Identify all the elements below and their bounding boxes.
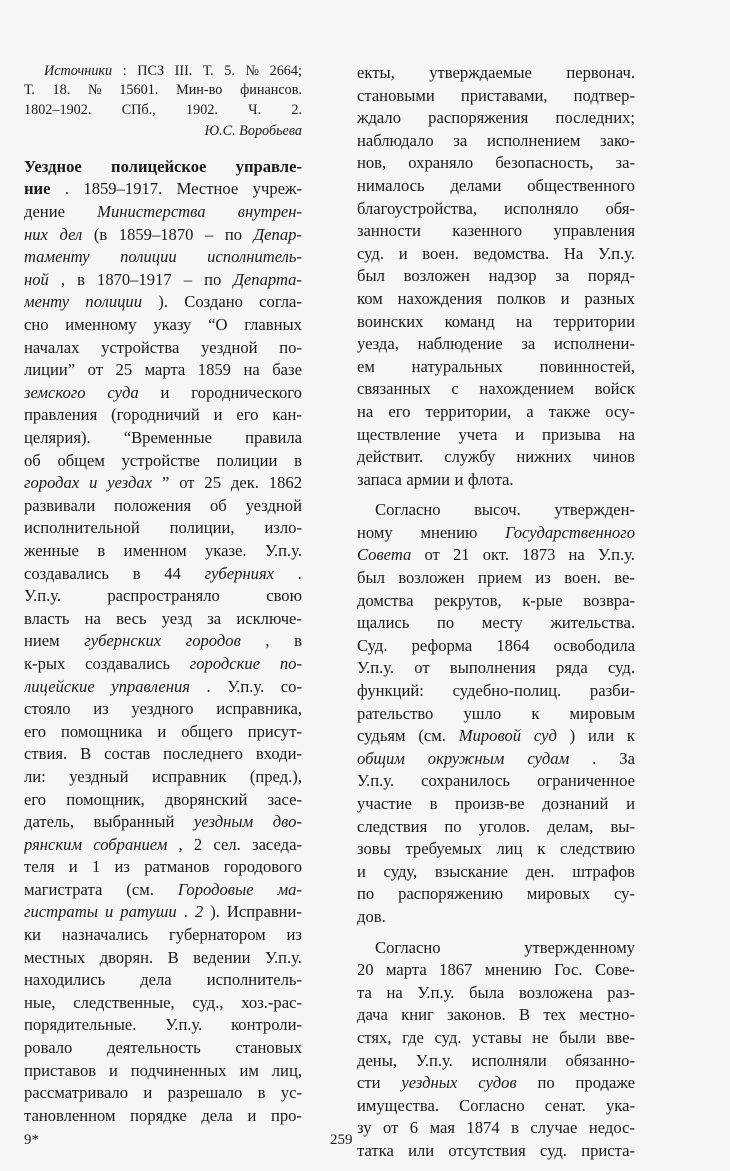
article-paragraph-2 (357, 499, 635, 928)
text-line: нов, охраняло безопасность, за- (357, 153, 635, 173)
text-line: нималось делами общественного (357, 175, 635, 195)
text-line: дение Министерства внутрен- (24, 202, 302, 222)
signature-mark: 9* (24, 1132, 39, 1148)
text-line: У.п.у. от выполнения ряда суд. (357, 658, 635, 678)
text-line: ждало распоряжения последних; (357, 108, 635, 128)
text-line: таменту полиции исполнитель- (24, 247, 302, 267)
text-line: рянским собранием , 2 сел. заседа- (24, 834, 302, 854)
text-line: правления (городничий и его кан- (24, 405, 302, 425)
text-line: власть на весь уезд за исключе- (24, 608, 302, 628)
sources-line: Источники : ПСЗ III. Т. 5. № 2664; (44, 63, 302, 79)
text-line: общим окружным судам . За (357, 748, 635, 768)
text-line: ние . 1859–1917. Местное учреж- (24, 179, 302, 199)
text-line: ли: уездный исправник (пред.), (24, 766, 302, 786)
text-line: стояло из уездного исправника, (24, 699, 302, 719)
text-line: 20 марта 1867 мнению Гос. Сове- (357, 960, 635, 980)
text-line: его помощника и общего присут- (24, 721, 302, 741)
text-line: щались по месту жительства. (357, 613, 635, 633)
text-line: зовы требуемых лиц к следствию (357, 839, 635, 859)
text-line: суд. и воен. ведомства. На У.п.у. (357, 243, 635, 263)
text-line: приставов и подчиненных им лиц, (24, 1060, 302, 1080)
text-line: к-рых создавались городские по- (24, 653, 302, 673)
text-line: У.п.у. распространяло свою (24, 586, 302, 606)
text-line: об общем устройстве полиции в (24, 450, 302, 470)
text-line: У.п.у. сохранилось ограниченное (357, 771, 635, 791)
text-line: благоустройства, исполняло обя- (357, 198, 635, 218)
text-line: Совета от 21 окт. 1873 на У.п.у. (357, 545, 635, 565)
text-line: создавались в 44 губерниях . (24, 563, 302, 583)
article-text-left (24, 156, 302, 1128)
text-line: Согласно высоч. утвержден- (375, 500, 635, 520)
text-line: участие в произв-ве дознаний и (357, 794, 635, 813)
text-line: функций: судебно-полиц. разби- (357, 681, 635, 701)
text-line: имущества. Согласно сенат. ука- (357, 1095, 635, 1115)
text-line: по распоряжению мировых су- (357, 884, 635, 904)
text-line: теля и 1 из ратманов городового (24, 857, 302, 877)
text-line: наблюдало за исполнением зако- (357, 130, 635, 150)
text-line: гистраты и ратуши . 2 ). Исправни- (24, 902, 302, 922)
author-signature: Ю.С. Воробьева (204, 122, 302, 139)
text-line: и суду, взыскание ден. штрафов (357, 861, 635, 881)
text-line: занности казенного управления (357, 221, 635, 241)
text-line: становыми приставами, подтвер- (357, 85, 635, 105)
text-line: судьям (см. Мировой суд ) или к (357, 726, 635, 746)
text-line: на его территории, а также осу- (357, 401, 635, 421)
text-line: связанных с нахождением войск (357, 379, 635, 399)
text-line: запаса армии и флота. (357, 469, 514, 489)
page-number: 259 (330, 1132, 353, 1148)
sources-line: Т. 18. № 15601. Мин-во финансов. (24, 82, 302, 99)
text-line: лиции” от 25 марта 1859 на базе (24, 360, 302, 380)
text-line: городах и уездах ” от 25 дек. 1862 (24, 473, 302, 493)
text-line: исполнительной полиции, изло- (24, 518, 302, 538)
text-line: датель, выбранный уездным дво- (24, 812, 302, 832)
text-line: ем натуральных повинностей, (357, 356, 635, 376)
left-column (24, 62, 302, 1127)
text-line: ровало деятельность становых (24, 1038, 302, 1058)
text-line: татка или отсутствия суд. приста- (357, 1140, 635, 1160)
text-line: женные в именном указе. У.п.у. (24, 540, 302, 560)
text-line: Уездное полицейское управле- (24, 156, 302, 176)
article-paragraph-1-continued (357, 62, 635, 491)
text-line: дача книг законов. В тех местно- (357, 1005, 635, 1025)
text-line: целярия). “Временные правила (24, 428, 302, 448)
article-paragraph-3 (357, 937, 635, 1163)
text-line: дены, У.п.у. исполняли обязанно- (357, 1050, 635, 1070)
text-line: ному мнению Государственного (357, 522, 635, 542)
text-line: стях, где суд. уставы не были вве- (357, 1027, 635, 1047)
text-line: земского суда и городнического (24, 382, 302, 402)
text-line: был возложен надзор за поряд- (357, 266, 635, 286)
text-line: ные, следственные, суд., хоз.-рас- (24, 992, 302, 1012)
text-line: был возложен прием из воен. ве- (357, 568, 635, 588)
text-line: сно именному указу “О главных (24, 315, 302, 335)
text-line: тановленном порядке дела и про- (24, 1105, 302, 1125)
text-line: домства рекрутов, к-рые возвра- (357, 590, 635, 610)
text-line: уезда, наблюдение за исполнени- (357, 334, 635, 354)
sources-note (24, 62, 302, 120)
text-line: началах устройства уездной по- (24, 337, 302, 357)
text-line: Согласно утвержденному (375, 937, 635, 957)
text-line: зу от 6 мая 1874 в случае недос- (357, 1118, 635, 1138)
text-line: нием губернских городов , в (24, 631, 302, 651)
text-line: ной , в 1870–1917 – по Департа- (24, 269, 302, 289)
text-line: ком нахождения полков и разных (357, 288, 635, 308)
text-line: следствия по уголов. делам, вы- (357, 816, 635, 836)
text-line: находились дела исполнитель- (24, 970, 302, 990)
text-line: та на У.п.у. была возложена раз- (357, 982, 635, 1002)
text-line: развивали положения об уездной (24, 495, 302, 515)
text-line: ществление учета и призыва на (357, 424, 635, 444)
text-line: них дел (в 1859–1870 – по Депар- (24, 224, 302, 244)
text-line: порядительные. У.п.у. контроли- (24, 1015, 302, 1035)
text-line: екты, утверждаемые первонач. (357, 63, 635, 82)
text-line: ки назначались губернатором из (24, 925, 302, 945)
sources-line: 1802–1902. СПб., 1902. Ч. 2. (24, 101, 302, 118)
text-line: воинских команд на территории (357, 311, 635, 331)
text-line: сти уездных судов по продаже (357, 1073, 635, 1093)
text-line: рательство ушло к мировым (357, 703, 635, 723)
text-line: лицейские управления . У.п.у. со- (24, 676, 302, 696)
text-line: действит. службу нижних чинов (357, 447, 635, 467)
text-line: менту полиции ). Создано согла- (24, 292, 302, 312)
text-line: дов. (357, 906, 386, 926)
right-column (357, 62, 635, 1163)
text-line: местных дворян. В ведении У.п.у. (24, 947, 302, 967)
text-line: рассматривало и разрешало в ус- (24, 1083, 302, 1103)
text-line: его помощник, дворянский засе- (24, 789, 302, 809)
text-line: ствия. В состав последнего входи- (24, 744, 302, 764)
text-line: магистрата (см. Городовые ма- (24, 879, 302, 899)
text-line: Суд. реформа 1864 освободила (357, 635, 635, 655)
